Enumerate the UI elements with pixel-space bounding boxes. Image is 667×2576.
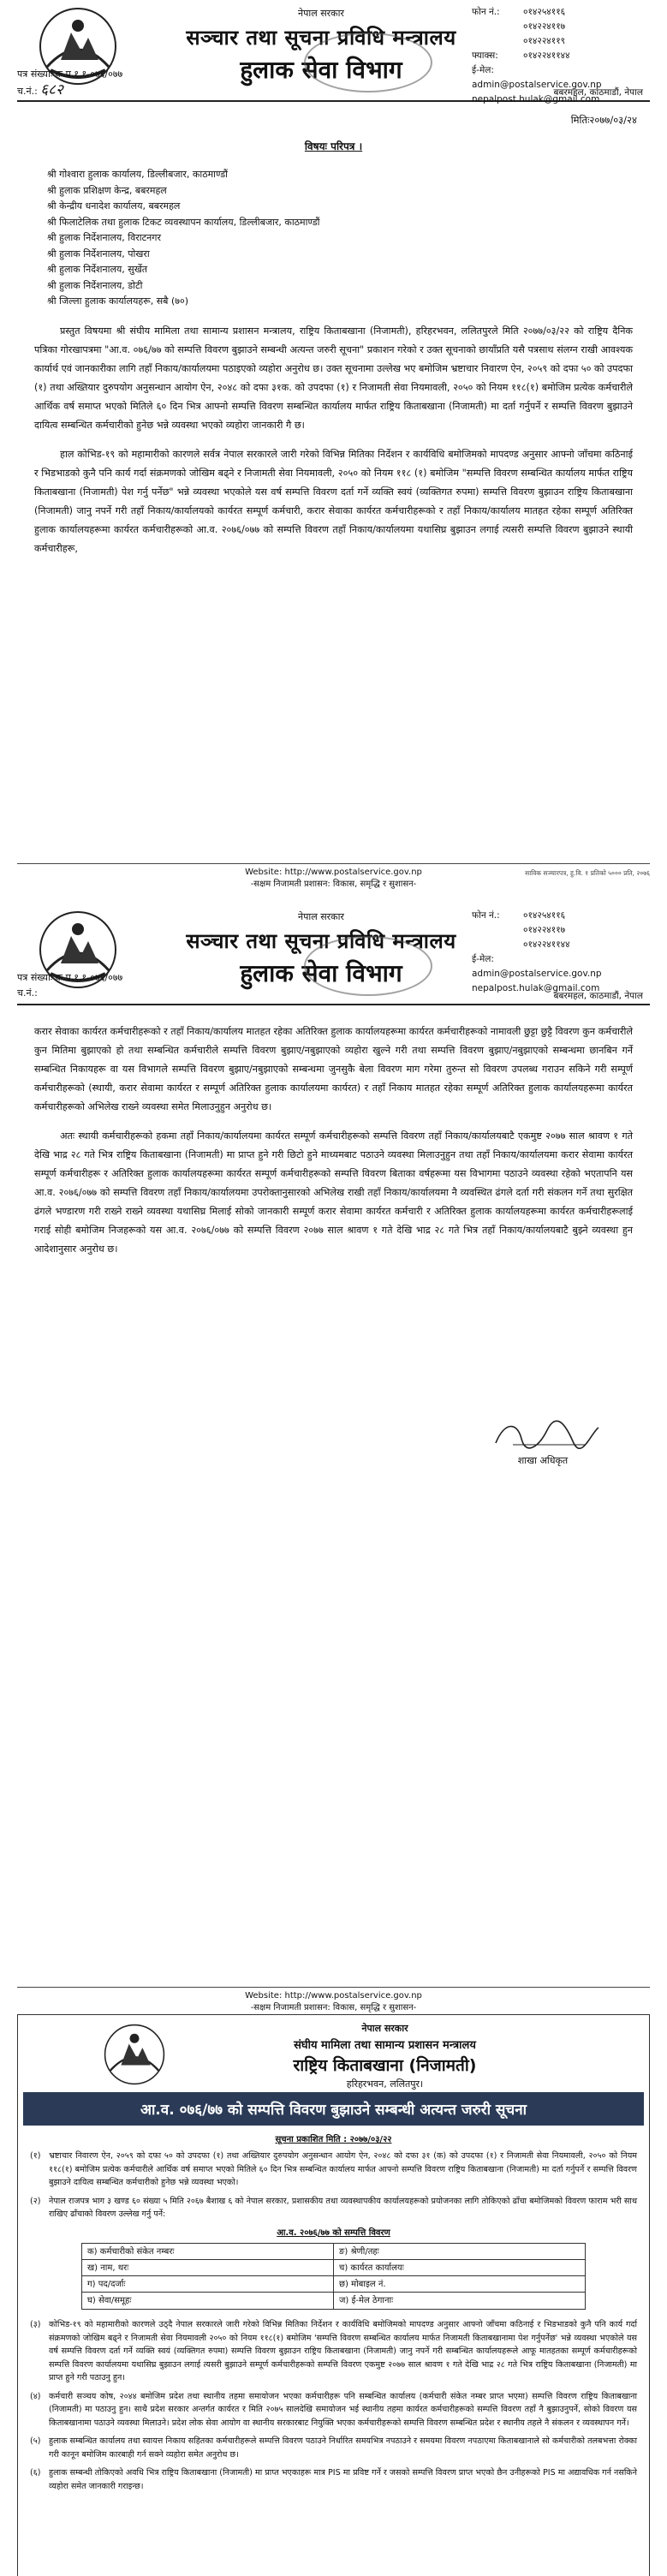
department-title: हुलाक सेवा विभाग xyxy=(240,959,402,987)
recipient-list xyxy=(47,167,667,310)
phone-3: ०१४२२४११९ xyxy=(523,36,566,46)
letter-page-2 xyxy=(0,903,667,1961)
notice-item: (१) भ्रष्टाचार निवारण ऐन, २०५९ को दफा ५० को उपदफा (१) तथा अख्तियार दुरुपयोग अनुसन्धान आयोग ऐन, २०४८ को दफा ३१ (क) को उपदफा (१) र निजामती सेवा नियमावली, २०५० को नियम ११८(१) बमोजिम प्रत्येक कर्मचारीले आर्थिक वर्ष समाप्त भएको मितिले ६० दिन भित्र सम्बन्धित कार्यालय मार्फत आफ्नो सम्पत्ति विवरण राष्ट्रिय किताबखाना (निजामती) मा दर्ता गर्नुपर्ने र सम्पत्ति विवरण बुझाउने दायित्व सम्बन्धित कर्मचारीको हुनेछ भन्ने व्यवस्था भएको। xyxy=(30,2151,637,2187)
notice-item: (६) हुलाक सम्बन्धी तोकिएको अवधि भित्र राष्ट्रिय किताबखाना (निजामती) मा प्राप्त भएकाहरू मात्र PIS मा प्रविष्ट गर्ने र जसको सम्पत्ति विवरण प्राप्त भएको छैन उनीहरूको PIS मा अद्यावधिक गर्न नसकिने व्यहोरा समेत जानकारी गराइन्छ। xyxy=(30,2468,637,2491)
page-footer xyxy=(17,1987,650,2014)
email-2: nepalpost.hulak@gmail.com xyxy=(472,94,600,104)
recipient: श्री केन्द्रीय धनादेश कार्यालय, बबरमहल xyxy=(47,200,181,212)
recipient: श्री हुलाक निर्देशनालय, विराटनगर xyxy=(47,232,161,243)
notice-item: (२) नेपाल राजपत्र भाग ३ खण्ड ६० संख्या ५ मिति २०६७ बैशाख ६ को नेपाल सरकार, प्रशासकीय तथा व्यवस्थापकीय कार्यालयहरूको प्रयोजनका लागि तोकिएको ढाँचा बमोजिमको विवरण फाराम भरी साथ राखिए ढाँचाको विवरण उल्लेख गर्नु पर्ने: xyxy=(30,2196,637,2219)
body-paragraph: प्रस्तुत विषयमा श्री संघीय मामिला तथा सामान्य प्रशासन मन्त्रालय, राष्ट्रिय किताबखाना (निजामती), हरिहरभवन, ललितपुरले मिति २०७७/०३/२२ को राष्ट्रिय दैनिक पत्रिका गोरखापत्रमा "आ.व. ०७६/७७ को सम्पत्ति विवरण बुझाउने सम्बन्धी अत्यन्त जरुरी सूचना" प्रकाशन गरेको र उक्त सूचनाको छायाँप्रति यसै पत्रसाथ संलग्न राखी आवश्यक कार्यार्थ एवं जानकारीका लागि तहाँ निकाय/कार्यालयमा पठाइएको व्यहोरा अनुरोध छ। उक्त सूचनामा उल्लेख भए बमोजिम भ्रष्टाचार निवारण ऐन, २०५९ को दफा ५० को उपदफा (१) तथा अख्तियार दुरुपयोग अनुसन्धान आयोग ऐन, २०४८ को दफा ३१क. को उपदफा (१) र निजामती सेवा नियमावली, २०५० को नियम ११८(१) बमोजिम प्रत्येक कर्मचारीले आर्थिक वर्ष समाप्त भएको मितिले ६० दिन भित्र आफ्नो सम्पत्ति विवरण सम्बन्धित कार्यालय मार्फत राष्ट्रिय किताबखाना (निजामती) मा दर्ता गर्नुपर्ने र सम्पत्ति विवरण बुझाउने दायित्व सम्बन्धित कर्मचारीको हुनेछ भन्ने व्यवस्था भएको व्यहोरा जानकारी गै छ। xyxy=(34,325,633,431)
notice-item: (५) हुलाक सम्बन्धित कार्यालय तथा स्वायत्त निकाय सहितका कर्मचारीहरूले सम्पत्ति विवरण पठाउने निर्धारित समयभित्र नपठाउने र समयमा विवरण नपठाएमा किताबखानाले सो कर्मचारीको तलबभत्ता रोक्का गरी कानून बमोजिम कारबाही गर्न सक्ने व्यहोरा समेत अनुरोध छ। xyxy=(30,2436,637,2460)
phone-2: ०१४२२४११७ xyxy=(523,21,566,32)
email-label: ई-मेल: xyxy=(472,954,494,964)
govt-label: नेपाल सरकार xyxy=(298,8,344,19)
recipient: श्री गोश्वारा हुलाक कार्यालय, डिल्लीबजार, काठमाण्डौं xyxy=(47,169,228,180)
footer-slogan: -सक्षम निजामती प्रशासन: विकास, समृद्धि र सुशासन- xyxy=(250,2003,417,2012)
ref-value: क.प्र.१.१-०७६/०७७ xyxy=(55,69,123,80)
recipient: श्री हुलाक निर्देशनालय, पोखरा xyxy=(47,247,150,259)
chalani-value: ६८२ xyxy=(40,81,63,98)
department-title: हुलाक सेवा विभाग xyxy=(240,56,402,84)
phone-1: ०१४२५४११६ xyxy=(523,910,566,921)
ministry-title: सञ्चार तथा सूचना प्रविधि मन्त्रालय xyxy=(186,26,456,50)
notice-clipping xyxy=(17,2014,650,2576)
signature-block xyxy=(470,1417,616,1467)
recipient: श्री हुलाक प्रशिक्षण केन्द्र, बबरमहल xyxy=(47,184,167,196)
notice-item: (३) कोभिड-१९ को महामारीको कारणले उठ्दै नेपाल सरकारले जारी गरेको विभिन्न मितिका निर्देशन र कार्यविधि बमोजिमको मापदण्ड अनुसार आफ्नो जाँचमा कठिनाई र भिडभाडको कुनै पनि कार्य गर्दा संक्रमणको जोखिम बढ्ने र निजामती सेवा नियमावली २०५० को नियम ११८(१) बमोजिम 'सम्पत्ति विवरण सम्बन्धित कार्यालय मार्फत निजामती किताबखानामा पेश गर्नुपर्नेछ' भन्ने व्यवस्था भएकोले यस वर्ष सम्पत्ति विवरण दर्ता गर्ने व्यक्ति स्वयं (व्यक्तिगत रुपमा) सम्पत्ति विवरण बुझाउन राष्ट्रिय किताबखाना (निजामती) जानु नपर्ने गरी सम्बन्धित कार्यालयहरूले आफू मातहतका सम्पूर्ण कर्मचारीहरूको सम्पत्ति विवरण कार्यालयमा यथासिघ्र बुझाउन लगाई त्यसरी बुझाउने सम्पूर्ण कर्मचारीहरूको सम्पत्ति विवरण एकमुष्ट २०७७ साल श्रावण १ गते देखि भाद्र २८ गते भित्र राष्ट्रिय किताबखाना (निजामती) मा प्राप्त हुने गरी पठाउनु हुन। xyxy=(30,2320,637,2382)
letter-body xyxy=(34,1023,633,1259)
ref-value: क.प्र.१.१-०७६/०७७ xyxy=(55,972,123,983)
letter-date: मितिः२०७७/०३/२४ xyxy=(570,114,637,126)
table-row: क) कर्मचारीको संकेत नम्बरः ङ) श्रेणी/तहः xyxy=(82,2244,585,2260)
notice-library: राष्ट्रिय किताबखाना (निजामती) xyxy=(293,2056,477,2075)
notice-location: हरिहरभवन, ललितपुर। xyxy=(346,2078,424,2090)
footer-slogan: -सक्षम निजामती प्रशासन: विकास, समृद्धि र सुशासन- xyxy=(250,880,417,889)
fax-number: ०१४२२४११४४ xyxy=(523,51,570,61)
contact-block xyxy=(472,909,643,996)
body-paragraph: हाल कोभिड-१९ को महामारीको कारणले सर्वत्र नेपाल सरकारले जारी गरेको विभिन्न मितिका निर्देशन र कार्यविधि बमोजिमको मापदण्ड अनुसार आफ्नो जाँचमा कठिनाई र भिडभाडको कुनै पनि कार्य गर्दा संक्रमणको जोखिम बढ्ने र निजामती सेवा नियमावली, २०५० को नियम ११८ (१) बमोजिम "सम्पत्ति विवरण सम्बन्धित कार्यालय मार्फत राष्ट्रिय किताबखाना (निजामती) पेश गर्नु पर्नेछ" भन्ने व्यवस्था भएकोले यस वर्ष सम्पत्ति विवरण दर्ता गर्ने व्यक्ति स्वयं (व्यक्तिगत रुपमा) सम्पत्ति विवरण बुझाउन राष्ट्रिय किताबखाना (निजामती) जानु नपर्ने गरी तहाँ निकाय/कार्यालयको कार्यरत सम्पूर्ण कर्मचारी, करार सेवाका कार्यरत कर्मचारीहरूको र तहाँ निकाय/कार्यालय मातहत रहेका सम्पूर्ण अतिरिक्त हुलाक कार्यालयहरूमा कार्यरत कर्मचारीहरूको आ.व. २०७६/०७७ को सम्पत्ति विवरण तहाँ निकाय/कार्यालयमा यथासिघ्र बुझाउन लगाई त्यसरी सम्पत्ति विवरण बुझाउने स्थायी कर्मचारीहरू, xyxy=(34,448,633,554)
notice-title: आ.व. ०७६/७७ को सम्पत्ति विवरण बुझाउने सम्बन्धी अत्यन्त जरुरी सूचना xyxy=(23,2092,644,2126)
signer-title: शाखा अधिकृत xyxy=(517,1455,569,1466)
ref-label: पत्र संख्याः xyxy=(17,69,53,80)
footer-meta: साविक सञ्चारपत्र, हु.वि. १ प्रतिको ५००० प्रति, २०७६ xyxy=(525,869,650,877)
reference-block xyxy=(17,970,122,1001)
form-title: आ.व. २०७६/७७ को सम्पत्ति विवरण xyxy=(277,2227,390,2238)
recipient: श्री हुलाक निर्देशनालय, सुर्खेत xyxy=(47,264,147,275)
notice-page xyxy=(0,1987,667,2576)
footer-website: Website: http://www.postalservice.gov.np xyxy=(245,868,422,877)
phone-label: फोन नं.: xyxy=(472,7,500,17)
contact-block xyxy=(472,5,643,107)
ref-label: पत्र संख्याः xyxy=(17,972,53,983)
body-paragraph: करार सेवाका कार्यरत कर्मचारीहरूको र तहाँ निकाय/कार्यालय मातहत रहेका अतिरिक्त हुलाक कार्यालयहरूमा कार्यरत कर्मचारीहरूको नामावली छुट्टा छुट्टै विवरण कुन कर्मचारीले कुन मितिमा बुझाएको हो तथा सम्बन्धित कर्मचारीले सम्पत्ति विवरण बुझाए/नबुझाएको व्यहोरा खुल्ने गरी तथा सम्पत्ति विवरण बुझाए/नबुझाएको सम्बन्धमा छानबिन गर्ने सम्बन्धित निकायहरू वा यस विभागले सम्पत्ति विवरण बुझाए/नबुझाएको सम्बन्धमा जुनसुकै बेला विवरण माग गरेमा तुरुन्त सो विवरण उपलब्ध गराउन सकिने गरी सम्पूर्ण कर्मचारीहरूको (स्थायी, करार सेवामा कार्यरत र सम्पूर्ण अतिरिक्त हुलाक कार्यालयमा कार्यरत) र तहाँ निकाय मातहत रहेका सम्पूर्ण अतिरिक्त हुलाक कार्यालयहरूमा कार्यरत कर्मचारीहरूको अभिलेख राख्ने व्यवस्था समेत मिलाउनुहुन अनुरोध छ। xyxy=(34,1026,634,1112)
email-2: nepalpost.hulak@gmail.com xyxy=(472,983,600,993)
notice-header xyxy=(18,2015,649,2092)
email-1: admin@postalservice.gov.np xyxy=(472,80,602,90)
phone-label: फोन नं.: xyxy=(472,910,500,921)
notice-ministry: संघीय मामिला तथा सामान्य प्रशासन मन्त्रालय xyxy=(294,2039,476,2052)
recipient: श्री फिलाटेलिक तथा हुलाक टिकट व्यवस्थापन कार्यालय, डिल्लीबजार, काठमाण्डौं xyxy=(47,216,320,228)
phone-4: ०१४२२४११४४ xyxy=(523,939,570,950)
email-label: ई-मेल: xyxy=(472,65,494,75)
asset-form-table xyxy=(81,2243,586,2310)
govt-label: नेपाल सरकार xyxy=(298,911,344,922)
letter-body xyxy=(34,322,633,558)
chalani-label: च.नं.: xyxy=(17,86,38,97)
phone-1: ०१४२५४११६ xyxy=(523,7,566,17)
table-row: ख) नाम, थरः च) कार्यरत कार्यालयः xyxy=(82,2260,585,2276)
notice-item: (४) कर्मचारी सञ्चय कोष, २०४४ बमोजिम प्रदेश तथा स्थानीय तहमा समायोजन भएका कर्मचारीहरू पनि सम्बन्धित कार्यालय (कर्मचारी संकेत नम्बर प्राप्त भएमा) सम्पत्ति विवरण राष्ट्रिय किताबखाना (निजामती) मा पठाउनु हुन। साथै प्रदेश सरकार अन्तर्गत कार्यरत र मिति २०७५ सालदेखि समायोजन भई स्थानीय तहमा कार्यरत कर्मचारीहरूको सम्पत्ति विवरण तहाँ नै बुझाउनुपर्ने, सोको विवरण यस किताबखानामा पठाउने व्यवस्था मिलाउने। प्रदेश लोक सेवा आयोग वा स्थानीय सरकारबाट नियुक्ति भएका कर्मचारीहरूको सम्पत्ति विवरण सम्बन्धित प्रदेश र स्थानीय तहले नै संकलन र व्यवस्थापन गर्ने। xyxy=(30,2391,637,2428)
recipient: श्री हुलाक निर्देशनालय, डोटी xyxy=(47,279,143,291)
reference-block xyxy=(17,67,122,99)
ministry-title: सञ्चार तथा सूचना प्रविधि मन्त्रालय xyxy=(186,929,456,953)
footer-website: Website: http://www.postalservice.gov.np xyxy=(245,1991,422,2001)
notice-items xyxy=(30,2150,637,2493)
email-1: admin@postalservice.gov.np xyxy=(472,969,602,979)
notice-govt: नेपाल सरकार xyxy=(361,2023,408,2034)
table-row: घ) सेवा/समूहः ज) ई-मेल ठेगानाः xyxy=(82,2293,585,2309)
notice-published-date: सूचना प्रकाशित मिति : २०७७/०३/२२ xyxy=(275,2135,392,2144)
body-paragraph: अतः स्थायी कर्मचारीहरूको हकमा तहाँ निकाय/कार्यालयमा कार्यरत सम्पूर्ण कर्मचारीहरूको सम्पत्ति विवरण तहाँ निकाय/कार्यालयबाटै एकमुष्ट २०७७ साल श्रावण १ गते देखि भाद्र २८ गते भित्र राष्ट्रिय किताबखाना (निजामती) मा प्राप्त हुने गरी छिटो हुने माध्यमबाट पठाउने व्यवस्था मिलाउनुहुन तथा तहाँ निकाय/कार्यालयमा करार सेवामा कार्यरत सम्पूर्ण कर्मचारीहरू र अतिरिक्त हुलाक कार्यालयहरूमा कार्यरत सम्पूर्ण कर्मचारीहरूको सम्पत्ति विवरण बिताका वर्षहरूमा यस विभागमा पठाउने व्यवस्था रहेको भएतापनि यस आ.व. २०७६/०७७ को सम्पत्ति विवरण तहाँ निकाय/कार्यालयमा उपरोक्तानुसारको अभिलेख राखी तहाँ निकाय/कार्यालयमा नै व्यवस्थित ढंगले दर्ता गरी संकलन गर्ने तथा सुरक्षित ढंगले भण्डारण गरी राख्ने राख्ने व्यवस्था यथासिघ्र मिलाई सोको जानकारी सम्पूर्ण करार सेवामा कार्यरत कर्मचारी र अतिरिक्त हुलाक कार्यालयहरूमा कार्यरत कर्मचारीहरूलाई गराई सोही बमोजिम निजहरूको यस आ.व. २०७६/०७७ को सम्पत्ति विवरण २०७७ साल श्रावण १ गते देखि भाद्र २८ गते भित्र तहाँ निकाय/कार्यालयबाटै बुझ्ने व्यवस्था हुन आदेशानुसार अनुरोध छ। xyxy=(34,1130,633,1255)
fax-label: फ्याक्स: xyxy=(472,51,498,61)
letter-subject: विषयः परिपत्र । xyxy=(304,140,363,152)
nepal-emblem-icon xyxy=(104,2024,165,2085)
page-footer xyxy=(17,863,650,891)
header-divider xyxy=(17,1004,650,1005)
office-stamp xyxy=(304,33,432,92)
phone-2: ०१४२२४११७ xyxy=(523,925,566,935)
signature-image xyxy=(470,1417,616,1452)
office-address: बबरमहल, काठमाडौं, नेपाल xyxy=(553,87,643,98)
chalani-label: च.नं.: xyxy=(17,987,38,999)
office-address: बबरमहल, काठमाडौं, नेपाल xyxy=(553,991,643,1001)
letter-page-1 xyxy=(0,0,667,891)
recipient: श्री जिल्ला हुलाक कार्यालयहरू, सबै (७०) xyxy=(47,295,188,307)
table-row: ग) पद/दर्जाः छ) मोबाइल नं. xyxy=(82,2276,585,2293)
office-stamp xyxy=(304,936,432,996)
